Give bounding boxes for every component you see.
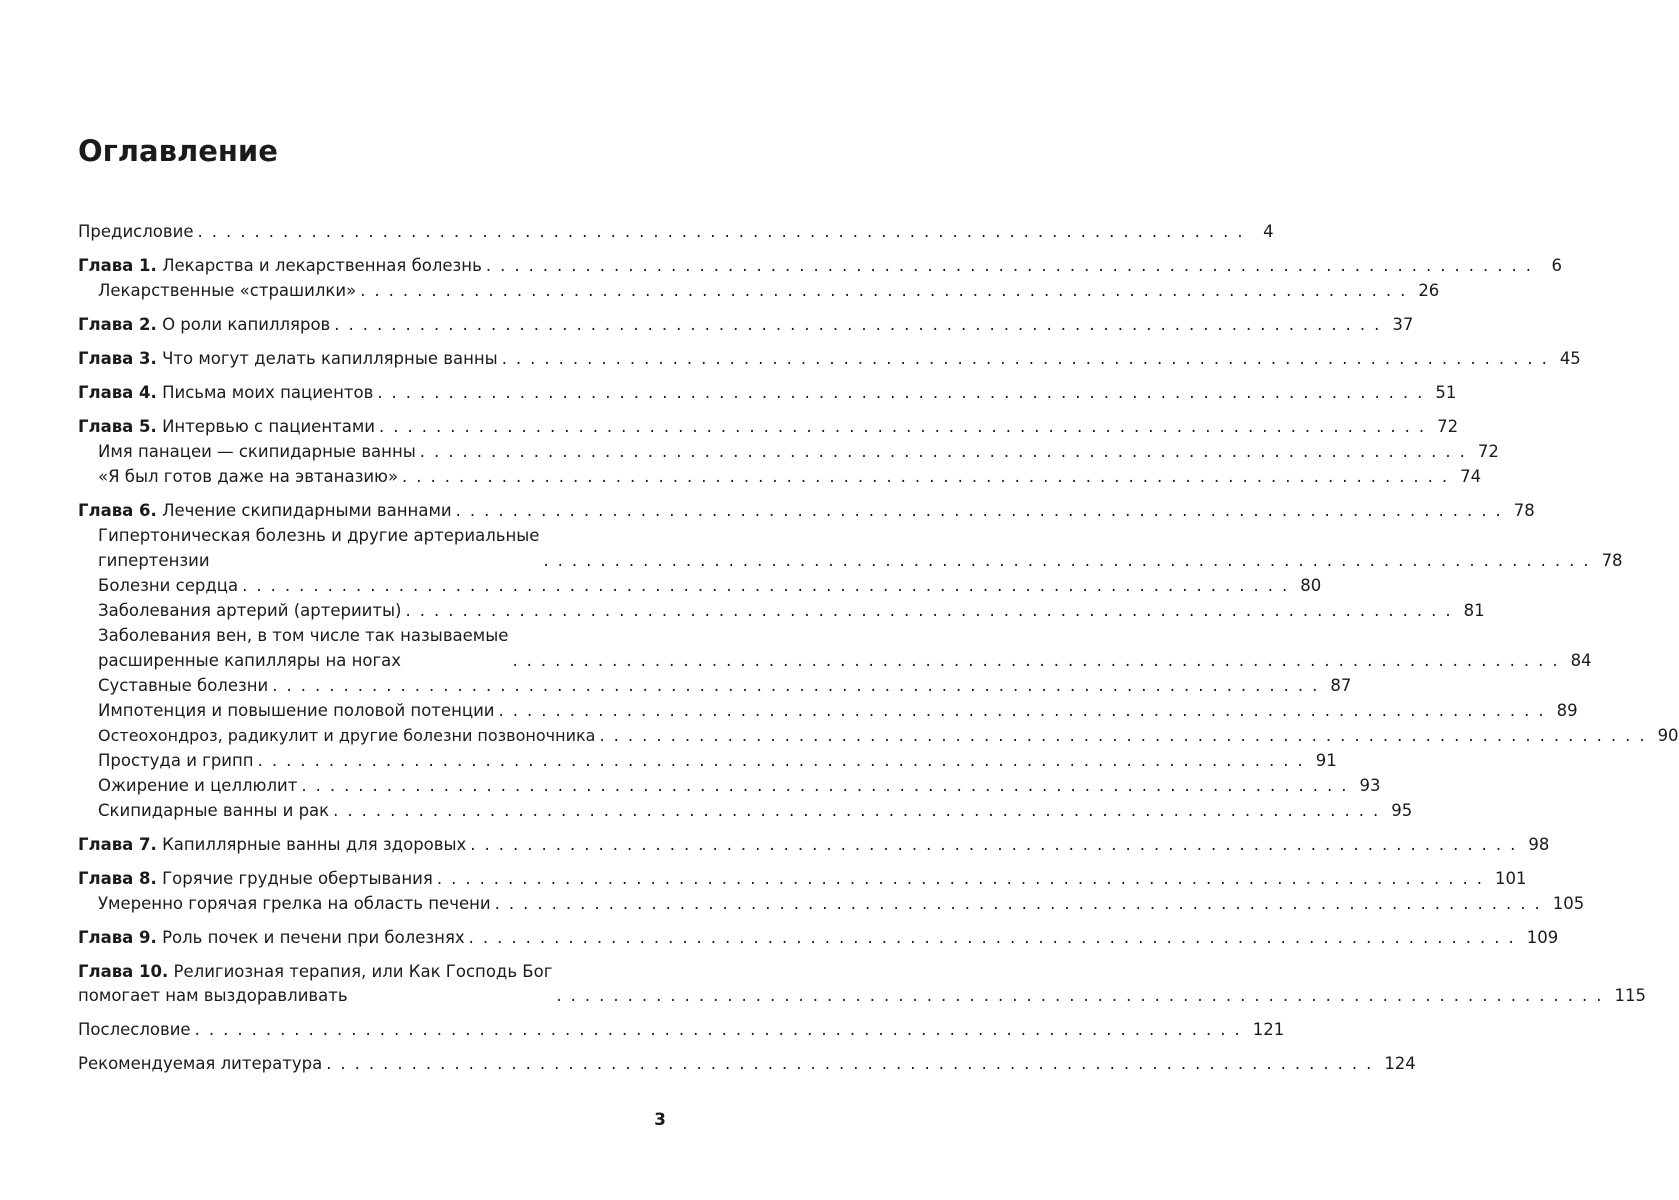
toc-page-number: 6: [1551, 256, 1562, 275]
toc-entry-title: Имя панацеи — скипидарные ванны: [98, 442, 416, 461]
dot-leader: ..........................................................................: [419, 442, 1474, 461]
title-line-2: гипертензии: [98, 551, 210, 570]
toc-entry-title: [78, 499, 452, 523]
toc-page-number: 81: [1463, 601, 1485, 620]
toc-entry-chapter-3[interactable]: [78, 347, 1581, 371]
toc-page-number: 93: [1359, 776, 1381, 795]
dot-leader: ..........................................................................: [197, 222, 1252, 241]
dot-leader: ..........................................................................: [543, 551, 1598, 570]
toc-subentry[interactable]: [78, 798, 1413, 823]
toc-entry-title: [98, 523, 539, 573]
toc-entry-title: Предисловие: [78, 222, 194, 241]
chapter-title: Лечение скипидарными ваннами: [162, 501, 452, 520]
chapter-title: Лекарства и лекарственная болезнь: [162, 256, 482, 275]
toc-page-number: 26: [1418, 281, 1440, 300]
toc-subentry[interactable]: [78, 278, 1440, 303]
toc-subentry[interactable]: [78, 723, 1679, 748]
dot-leader: ..........................................................................: [242, 576, 1297, 595]
toc-subentry[interactable]: [78, 891, 1585, 916]
toc-page-number: 45: [1559, 349, 1581, 368]
dot-leader: ..........................................................................: [485, 256, 1540, 275]
toc-entry-preface[interactable]: [78, 220, 1274, 244]
toc-entry-chapter-2[interactable]: [78, 313, 1414, 337]
toc-page-number: 98: [1528, 835, 1550, 854]
toc-entry-title: [78, 381, 373, 405]
dot-leader: ..........................................................................: [501, 349, 1556, 368]
toc-entry-chapter-9[interactable]: [78, 926, 1559, 950]
dot-leader: ..........................................................................: [379, 417, 1434, 436]
chapter-label: Глава 9.: [78, 928, 157, 947]
toc-page-number: 121: [1252, 1020, 1285, 1039]
dot-leader: ..........................................................................: [599, 726, 1654, 745]
toc-page-number: 95: [1391, 801, 1413, 820]
chapter-label: Глава 5.: [78, 417, 157, 436]
page-title: Оглавление: [78, 134, 278, 168]
toc-entry-chapter-4[interactable]: [78, 381, 1457, 405]
dot-leader: ..........................................................................: [301, 776, 1356, 795]
dot-leader: ..........................................................................: [512, 651, 1567, 670]
toc-page-number: 109: [1526, 928, 1559, 947]
toc-entry-title: [78, 415, 375, 439]
toc-subentry[interactable]: [78, 464, 1482, 489]
dot-leader: ..........................................................................: [556, 986, 1611, 1005]
toc-subentry[interactable]: [78, 523, 1623, 573]
dot-leader: ..........................................................................: [326, 1054, 1381, 1073]
dot-leader: ..........................................................................: [402, 467, 1457, 486]
title-line-2: расширенные капилляры на ногах: [98, 651, 402, 670]
toc-page-number: 115: [1614, 986, 1646, 1005]
chapter-title: Горячие грудные обертывания: [162, 869, 433, 888]
toc-page-number: 72: [1437, 417, 1459, 436]
toc-page-number: 80: [1300, 576, 1322, 595]
toc-page-number: 101: [1494, 869, 1527, 888]
dot-leader: ..........................................................................: [405, 601, 1460, 620]
toc-page-number: 84: [1570, 651, 1592, 670]
chapter-title: Интервью с пациентами: [162, 417, 376, 436]
toc-page-number: 105: [1552, 894, 1585, 913]
dot-leader: ..........................................................................: [194, 1020, 1249, 1039]
toc-entry-literature[interactable]: [78, 1052, 1416, 1076]
dot-leader: ..........................................................................: [468, 928, 1523, 947]
toc-entry-chapter-7[interactable]: [78, 833, 1550, 857]
toc-page-number: 91: [1315, 751, 1337, 770]
chapter-title: Письма моих пациентов: [162, 383, 374, 402]
chapter-label: Глава 2.: [78, 315, 157, 334]
dot-leader: ..........................................................................: [436, 869, 1491, 888]
toc-page-number: 89: [1556, 701, 1578, 720]
dot-leader: ..........................................................................: [360, 281, 1415, 300]
title-line-1: Гипертоническая болезнь и другие артериальные: [98, 526, 540, 545]
toc-entry-title: Послесловие: [78, 1020, 191, 1039]
table-of-contents: [78, 220, 1679, 1076]
chapter-label: Глава 6.: [78, 501, 157, 520]
dot-leader: ..........................................................................: [470, 835, 1525, 854]
title-line-2: помогает нам выздоравливать: [78, 986, 348, 1005]
toc-page-number: 90: [1657, 726, 1679, 745]
toc-entry-title: Рекомендуемая литература: [78, 1054, 323, 1073]
chapter-title: Роль почек и печени при болезнях: [162, 928, 465, 947]
toc-entry-title: Заболевания артерий (артерииты): [98, 601, 402, 620]
chapter-title: Капиллярные ванны для здоровых: [162, 835, 467, 854]
page-number: 3: [654, 1110, 666, 1130]
toc-entry-title: [98, 623, 508, 673]
toc-entry-afterword[interactable]: [78, 1018, 1285, 1042]
title-line-1: Заболевания вен, в том числе так называемые: [98, 626, 509, 645]
toc-entry-title: Простуда и грипп: [98, 751, 254, 770]
toc-page-number: 87: [1330, 676, 1352, 695]
chapter-label: Глава 4.: [78, 383, 157, 402]
toc-entry-chapter-10[interactable]: [78, 960, 1646, 1008]
chapter-title: О роли капилляров: [162, 315, 331, 334]
toc-page-number: 124: [1384, 1054, 1416, 1073]
chapter-label: Глава 1.: [78, 256, 157, 275]
toc-entry-title: Скипидарные ванны и рак: [98, 801, 330, 820]
toc-subentry[interactable]: [78, 773, 1381, 798]
dot-leader: ..........................................................................: [257, 751, 1312, 770]
toc-subentry[interactable]: [78, 698, 1578, 723]
toc-entry-chapter-6[interactable]: [78, 499, 1535, 523]
dot-leader: ..........................................................................: [494, 894, 1549, 913]
toc-subentry[interactable]: [78, 623, 1592, 673]
chapter-label: Глава 7.: [78, 835, 157, 854]
chapter-label: Глава 10.: [78, 962, 169, 981]
title-line-1: Религиозная терапия, или Как Господь Бог: [173, 962, 553, 981]
toc-subentry[interactable]: [78, 573, 1322, 598]
toc-page-number: 51: [1435, 383, 1457, 402]
toc-entry-title: [78, 833, 466, 857]
toc-entry-title: Импотенция и повышение половой потенции: [98, 701, 495, 720]
chapter-label: Глава 8.: [78, 869, 157, 888]
chapter-title: Что могут делать капиллярные ванны: [162, 349, 498, 368]
toc-page-number: 4: [1263, 222, 1274, 241]
toc-page-number: 78: [1601, 551, 1623, 570]
toc-subentry[interactable]: [78, 673, 1352, 698]
toc-entry-title: «Я был готов даже на эвтаназию»: [98, 467, 399, 486]
toc-entry-title: [78, 926, 465, 950]
toc-entry-title: Лекарственные «страшилки»: [98, 281, 357, 300]
toc-entry-title: [78, 867, 433, 891]
toc-entry-title: [78, 254, 482, 278]
chapter-label: Глава 3.: [78, 349, 157, 368]
toc-entry-chapter-8[interactable]: [78, 867, 1527, 891]
toc-entry-title: [78, 960, 552, 1008]
toc-entry-chapter-5[interactable]: [78, 415, 1459, 439]
dot-leader: ..........................................................................: [377, 383, 1432, 402]
toc-entry-title: Остеохондроз, радикулит и другие болезни позвоночника: [98, 726, 596, 745]
toc-page-number: 72: [1477, 442, 1499, 461]
toc-subentry[interactable]: [78, 748, 1337, 773]
toc-entry-chapter-1[interactable]: [78, 254, 1562, 278]
toc-subentry[interactable]: [78, 439, 1499, 464]
toc-page-number: 37: [1392, 315, 1414, 334]
toc-page-number: 74: [1460, 467, 1482, 486]
toc-entry-title: [78, 313, 330, 337]
toc-page-number: 78: [1513, 501, 1535, 520]
dot-leader: ..........................................................................: [498, 701, 1553, 720]
dot-leader: ..........................................................................: [334, 315, 1389, 334]
toc-entry-title: Ожирение и целлюлит: [98, 776, 298, 795]
toc-entry-title: Болезни сердца: [98, 576, 239, 595]
toc-subentry[interactable]: [78, 598, 1485, 623]
toc-entry-title: [78, 347, 498, 371]
dot-leader: ..........................................................................: [333, 801, 1388, 820]
toc-entry-title: Умеренно горячая грелка на область печени: [98, 894, 491, 913]
toc-entry-title: Суставные болезни: [98, 676, 269, 695]
dot-leader: ..........................................................................: [455, 501, 1510, 520]
dot-leader: ..........................................................................: [272, 676, 1327, 695]
